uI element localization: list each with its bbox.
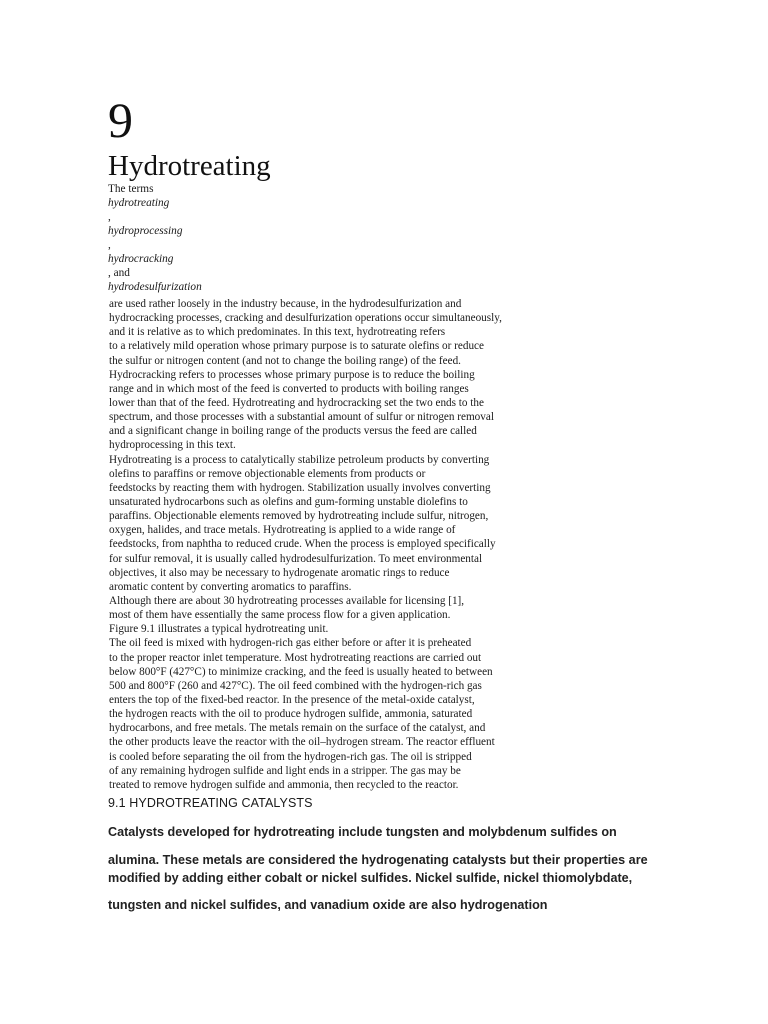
text-line: hydrocarbons, and free metals. The metals remain on the surface of the catalyst, and bbox=[109, 722, 486, 735]
section-heading: 9.1 HYDROTREATING CATALYSTS bbox=[108, 796, 313, 810]
chapter-number: 9 bbox=[108, 92, 133, 148]
intro-comma: , bbox=[108, 211, 111, 223]
text-line: spectrum, and those processes with a substantial amount of sulfur or nitrogen removal bbox=[109, 411, 494, 424]
paragraph-line: alumina. These metals are considered the hydrogenating catalysts but their properties are bbox=[108, 853, 648, 867]
text-line: oxygen, halides, and trace metals. Hydrotreating is applied to a wide range of bbox=[109, 524, 456, 537]
text-line: hydrocracking processes, cracking and desulfurization operations occur simultaneously, bbox=[109, 312, 502, 325]
chapter-title: Hydrotreating bbox=[108, 150, 271, 182]
paragraph-line: modified by adding either cobalt or nickel sulfides. Nickel sulfide, nickel thiomolybdate, bbox=[108, 871, 633, 885]
text-line: feedstocks, from naphtha to reduced crude. When the process is employed specifically bbox=[109, 538, 496, 551]
section-paragraph bbox=[108, 823, 617, 841]
text-line: to a relatively mild operation whose primary purpose is to saturate olefins or reduce bbox=[109, 340, 484, 353]
intro-and: , and bbox=[108, 267, 130, 279]
text-line: and it is relative as to which predominates. In this text, hydrotreating refers bbox=[109, 326, 446, 339]
paragraph-line: Catalysts developed for hydrotreating include tungsten and molybdenum sulfides on bbox=[108, 825, 617, 839]
text-line: is cooled before separating the oil from the hydrogen-rich gas. The oil is stripped bbox=[109, 750, 472, 763]
text-line: paraffins. Objectionable elements removed by hydrotreating include sulfur, nitrogen, bbox=[109, 510, 489, 523]
text-line: The oil feed is mixed with hydrogen-rich gas either before or after it is preheated bbox=[109, 637, 472, 650]
text-line: lower than that of the feed. Hydrotreating and hydrocracking set the two ends to the bbox=[109, 396, 484, 409]
text-line: most of them have essentially the same process flow for a given application. bbox=[109, 609, 451, 622]
intro-comma: , bbox=[108, 239, 111, 251]
intro-line: The terms bbox=[108, 183, 154, 195]
text-line: 500 and 800°F (260 and 427°C). The oil feed combined with the hydrogen-rich gas bbox=[109, 679, 482, 692]
section-paragraph bbox=[108, 896, 547, 914]
text-line: aromatic content by converting aromatics to paraffins. bbox=[109, 580, 352, 593]
text-line: are used rather loosely in the industry because, in the hydrodesulfurization and bbox=[109, 298, 462, 310]
text-line: enters the top of the fixed-bed reactor. In the presence of the metal-oxide catalyst, bbox=[109, 693, 475, 706]
text-line: of any remaining hydrogen sulfide and light ends in a stripper. The gas may be bbox=[109, 764, 461, 777]
text-line: range and in which most of the feed is converted to products with boiling ranges bbox=[109, 382, 469, 395]
text-line: Hydrocracking refers to processes whose primary purpose is to reduce the boiling bbox=[109, 368, 475, 381]
term-hydrocracking: hydrocracking bbox=[108, 253, 174, 265]
intro-block bbox=[108, 182, 588, 294]
text-line: treated to remove hydrogen sulfide and ammonia, then recycled to the reactor. bbox=[109, 778, 459, 791]
text-line: feedstocks by reacting them with hydrogen. Stabilization usually involves converting bbox=[109, 481, 491, 494]
paragraph-line: tungsten and nickel sulfides, and vanadium oxide are also hydrogenation bbox=[108, 898, 548, 912]
text-line: for sulfur removal, it is usually called hydrodesulfurization. To meet environmental bbox=[109, 552, 483, 565]
text-line: the sulfur or nitrogen content (and not to change the boiling range) of the feed. bbox=[109, 354, 461, 367]
section-paragraph bbox=[108, 851, 648, 887]
text-line: olefins to paraffins or remove objectionable elements from products or bbox=[109, 467, 426, 480]
term-hydrotreating: hydrotreating bbox=[108, 197, 170, 209]
text-line: the other products leave the reactor with the oil–hydrogen stream. The reactor effluent bbox=[109, 736, 495, 749]
text-line: objectives, it also may be necessary to hydrogenate aromatic rings to reduce bbox=[109, 566, 450, 579]
text-line: below 800°F (427°C) to minimize cracking, and the feed is usually heated to between bbox=[109, 665, 493, 678]
text-line: the hydrogen reacts with the oil to produce hydrogen sulfide, ammonia, saturated bbox=[109, 708, 473, 721]
term-hydrodesulfurization: hydrodesulfurization bbox=[108, 281, 202, 293]
text-line: Hydrotreating is a process to catalytically stabilize petroleum products by converting bbox=[109, 453, 490, 466]
text-line: Although there are about 30 hydrotreating processes available for licensing [1], bbox=[109, 594, 465, 607]
text-line: to the proper reactor inlet temperature. Most hydrotreating reactions are carried out bbox=[109, 651, 482, 664]
text-line: hydroprocessing in this text. bbox=[109, 439, 236, 452]
text-line: Figure 9.1 illustrates a typical hydrotreating unit. bbox=[109, 623, 329, 636]
body-text bbox=[109, 297, 579, 792]
term-hydroprocessing: hydroprocessing bbox=[108, 225, 183, 237]
text-line: unsaturated hydrocarbons such as olefins and gum-forming unstable diolefins to bbox=[109, 495, 468, 508]
text-line: and a significant change in boiling range of the products versus the feed are called bbox=[109, 425, 477, 438]
